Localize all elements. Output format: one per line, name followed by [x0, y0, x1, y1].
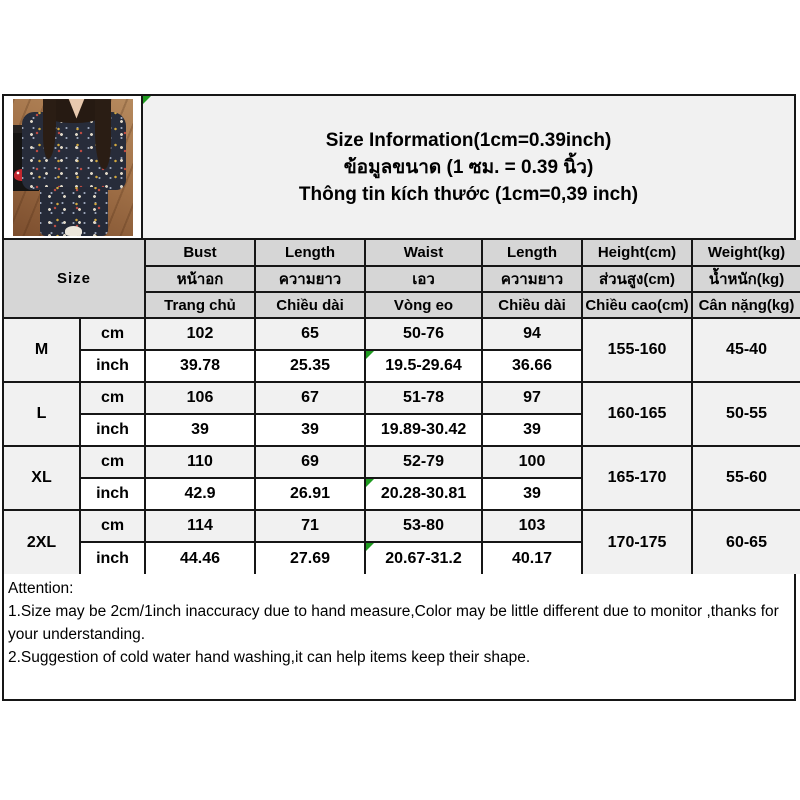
cell-xl-waist-inch: 20.28-30.81 [365, 478, 482, 510]
col-header-weight-en: Weight(kg) [692, 240, 800, 266]
cell-l-waist-cm: 51-78 [365, 382, 482, 414]
title-line-thai: ข้อมูลขนาด (1 ซม. = 0.39 นิ้ว) [343, 156, 594, 178]
excel-flag-icon [366, 351, 374, 359]
cell-2xl-bust-cm: 114 [145, 510, 255, 542]
size-information-title [143, 96, 794, 238]
table-row [4, 446, 800, 478]
photo-foot [65, 226, 82, 236]
header-section [4, 96, 794, 240]
unit-label-cm: cm [80, 446, 145, 478]
col-header-weight-th: น้ำหนัก(kg) [692, 266, 800, 292]
cell-l-length2-inch: 39 [482, 414, 582, 446]
product-photo-cell [4, 96, 143, 238]
attention-note-1: 1.Size may be 2cm/1inch inaccuracy due to hand measure,Color may be little different due to monitor ,thanks for your understanding. [8, 603, 779, 643]
size-label-l: L [4, 382, 80, 446]
cell-l-length2-cm: 97 [482, 382, 582, 414]
col-header-length-en: Length [255, 240, 365, 266]
cell-m-weight: 45-40 [692, 318, 800, 382]
cell-m-height: 155-160 [582, 318, 692, 382]
title-line-vietnamese: Thông tin kích thước (1cm=0,39 inch) [298, 183, 639, 205]
attention-note-2: 2.Suggestion of cold water hand washing,it can help items keep their shape. [8, 649, 531, 666]
col-header-waist-en: Waist [365, 240, 482, 266]
product-photo [13, 99, 133, 236]
cell-m-bust-cm: 102 [145, 318, 255, 350]
col-header-bust-th: หน้าอก [145, 266, 255, 292]
cell-2xl-length-inch: 27.69 [255, 542, 365, 574]
cell-m-waist-cm: 50-76 [365, 318, 482, 350]
col-header-length2-en: Length [482, 240, 582, 266]
unit-label-inch: inch [80, 542, 145, 574]
cell-2xl-length-cm: 71 [255, 510, 365, 542]
title-line-english: Size Information(1cm=0.39inch) [325, 129, 612, 151]
cell-l-bust-inch: 39 [145, 414, 255, 446]
attention-section [4, 574, 794, 699]
cell-m-length2-inch: 36.66 [482, 350, 582, 382]
col-header-waist-vi: Vòng eo [365, 292, 482, 318]
cell-l-weight: 50-55 [692, 382, 800, 446]
col-header-length-th: ความยาว [255, 266, 365, 292]
excel-flag-icon [366, 479, 374, 487]
unit-label-inch: inch [80, 350, 145, 382]
col-header-weight-vi: Cân nặng(kg) [692, 292, 800, 318]
photo-hair [95, 99, 111, 169]
col-header-waist-th: เอว [365, 266, 482, 292]
cell-m-waist-inch: 19.5-29.64 [365, 350, 482, 382]
cell-l-length-inch: 39 [255, 414, 365, 446]
cell-2xl-height: 170-175 [582, 510, 692, 574]
cell-2xl-length2-inch: 40.17 [482, 542, 582, 574]
attention-heading: Attention: [8, 580, 74, 597]
cell-m-bust-inch: 39.78 [145, 350, 255, 382]
cell-xl-waist-cm: 52-79 [365, 446, 482, 478]
cell-2xl-bust-inch: 44.46 [145, 542, 255, 574]
cell-xl-height: 165-170 [582, 446, 692, 510]
col-header-bust-vi: Trang chủ [145, 292, 255, 318]
cell-2xl-length2-cm: 103 [482, 510, 582, 542]
cell-xl-length-inch: 26.91 [255, 478, 365, 510]
col-header-height-vi: Chiều cao(cm) [582, 292, 692, 318]
header-row-english [4, 240, 800, 266]
cell-l-height: 160-165 [582, 382, 692, 446]
excel-flag-icon [143, 96, 151, 104]
cell-m-length2-cm: 94 [482, 318, 582, 350]
table-row [4, 510, 800, 542]
cell-m-length-inch: 25.35 [255, 350, 365, 382]
col-header-height-en: Height(cm) [582, 240, 692, 266]
cell-2xl-waist-inch: 20.67-31.2 [365, 542, 482, 574]
unit-label-inch: inch [80, 414, 145, 446]
cell-m-length-cm: 65 [255, 318, 365, 350]
cell-l-bust-cm: 106 [145, 382, 255, 414]
cell-xl-bust-cm: 110 [145, 446, 255, 478]
size-label-xl: XL [4, 446, 80, 510]
cell-l-waist-inch: 19.89-30.42 [365, 414, 482, 446]
cell-xl-length2-inch: 39 [482, 478, 582, 510]
cell-xl-length2-cm: 100 [482, 446, 582, 478]
table-row [4, 382, 800, 414]
col-header-length2-th: ความยาว [482, 266, 582, 292]
col-header-bust-en: Bust [145, 240, 255, 266]
table-row [4, 318, 800, 350]
size-corner-label: Size [4, 240, 145, 318]
cell-xl-length-cm: 69 [255, 446, 365, 478]
unit-label-cm: cm [80, 318, 145, 350]
excel-flag-icon [366, 543, 374, 551]
cell-2xl-waist-cm: 53-80 [365, 510, 482, 542]
col-header-height-th: ส่วนสูง(cm) [582, 266, 692, 292]
col-header-length-vi: Chiều dài [255, 292, 365, 318]
unit-label-cm: cm [80, 382, 145, 414]
cell-xl-weight: 55-60 [692, 446, 800, 510]
col-header-length2-vi: Chiều dài [482, 292, 582, 318]
cell-l-length-cm: 67 [255, 382, 365, 414]
size-table [4, 240, 800, 574]
size-label-2xl: 2XL [4, 510, 80, 574]
size-label-m: M [4, 318, 80, 382]
cell-xl-bust-inch: 42.9 [145, 478, 255, 510]
cell-2xl-weight: 60-65 [692, 510, 800, 574]
unit-label-inch: inch [80, 478, 145, 510]
size-chart-sheet [2, 94, 796, 701]
unit-label-cm: cm [80, 510, 145, 542]
